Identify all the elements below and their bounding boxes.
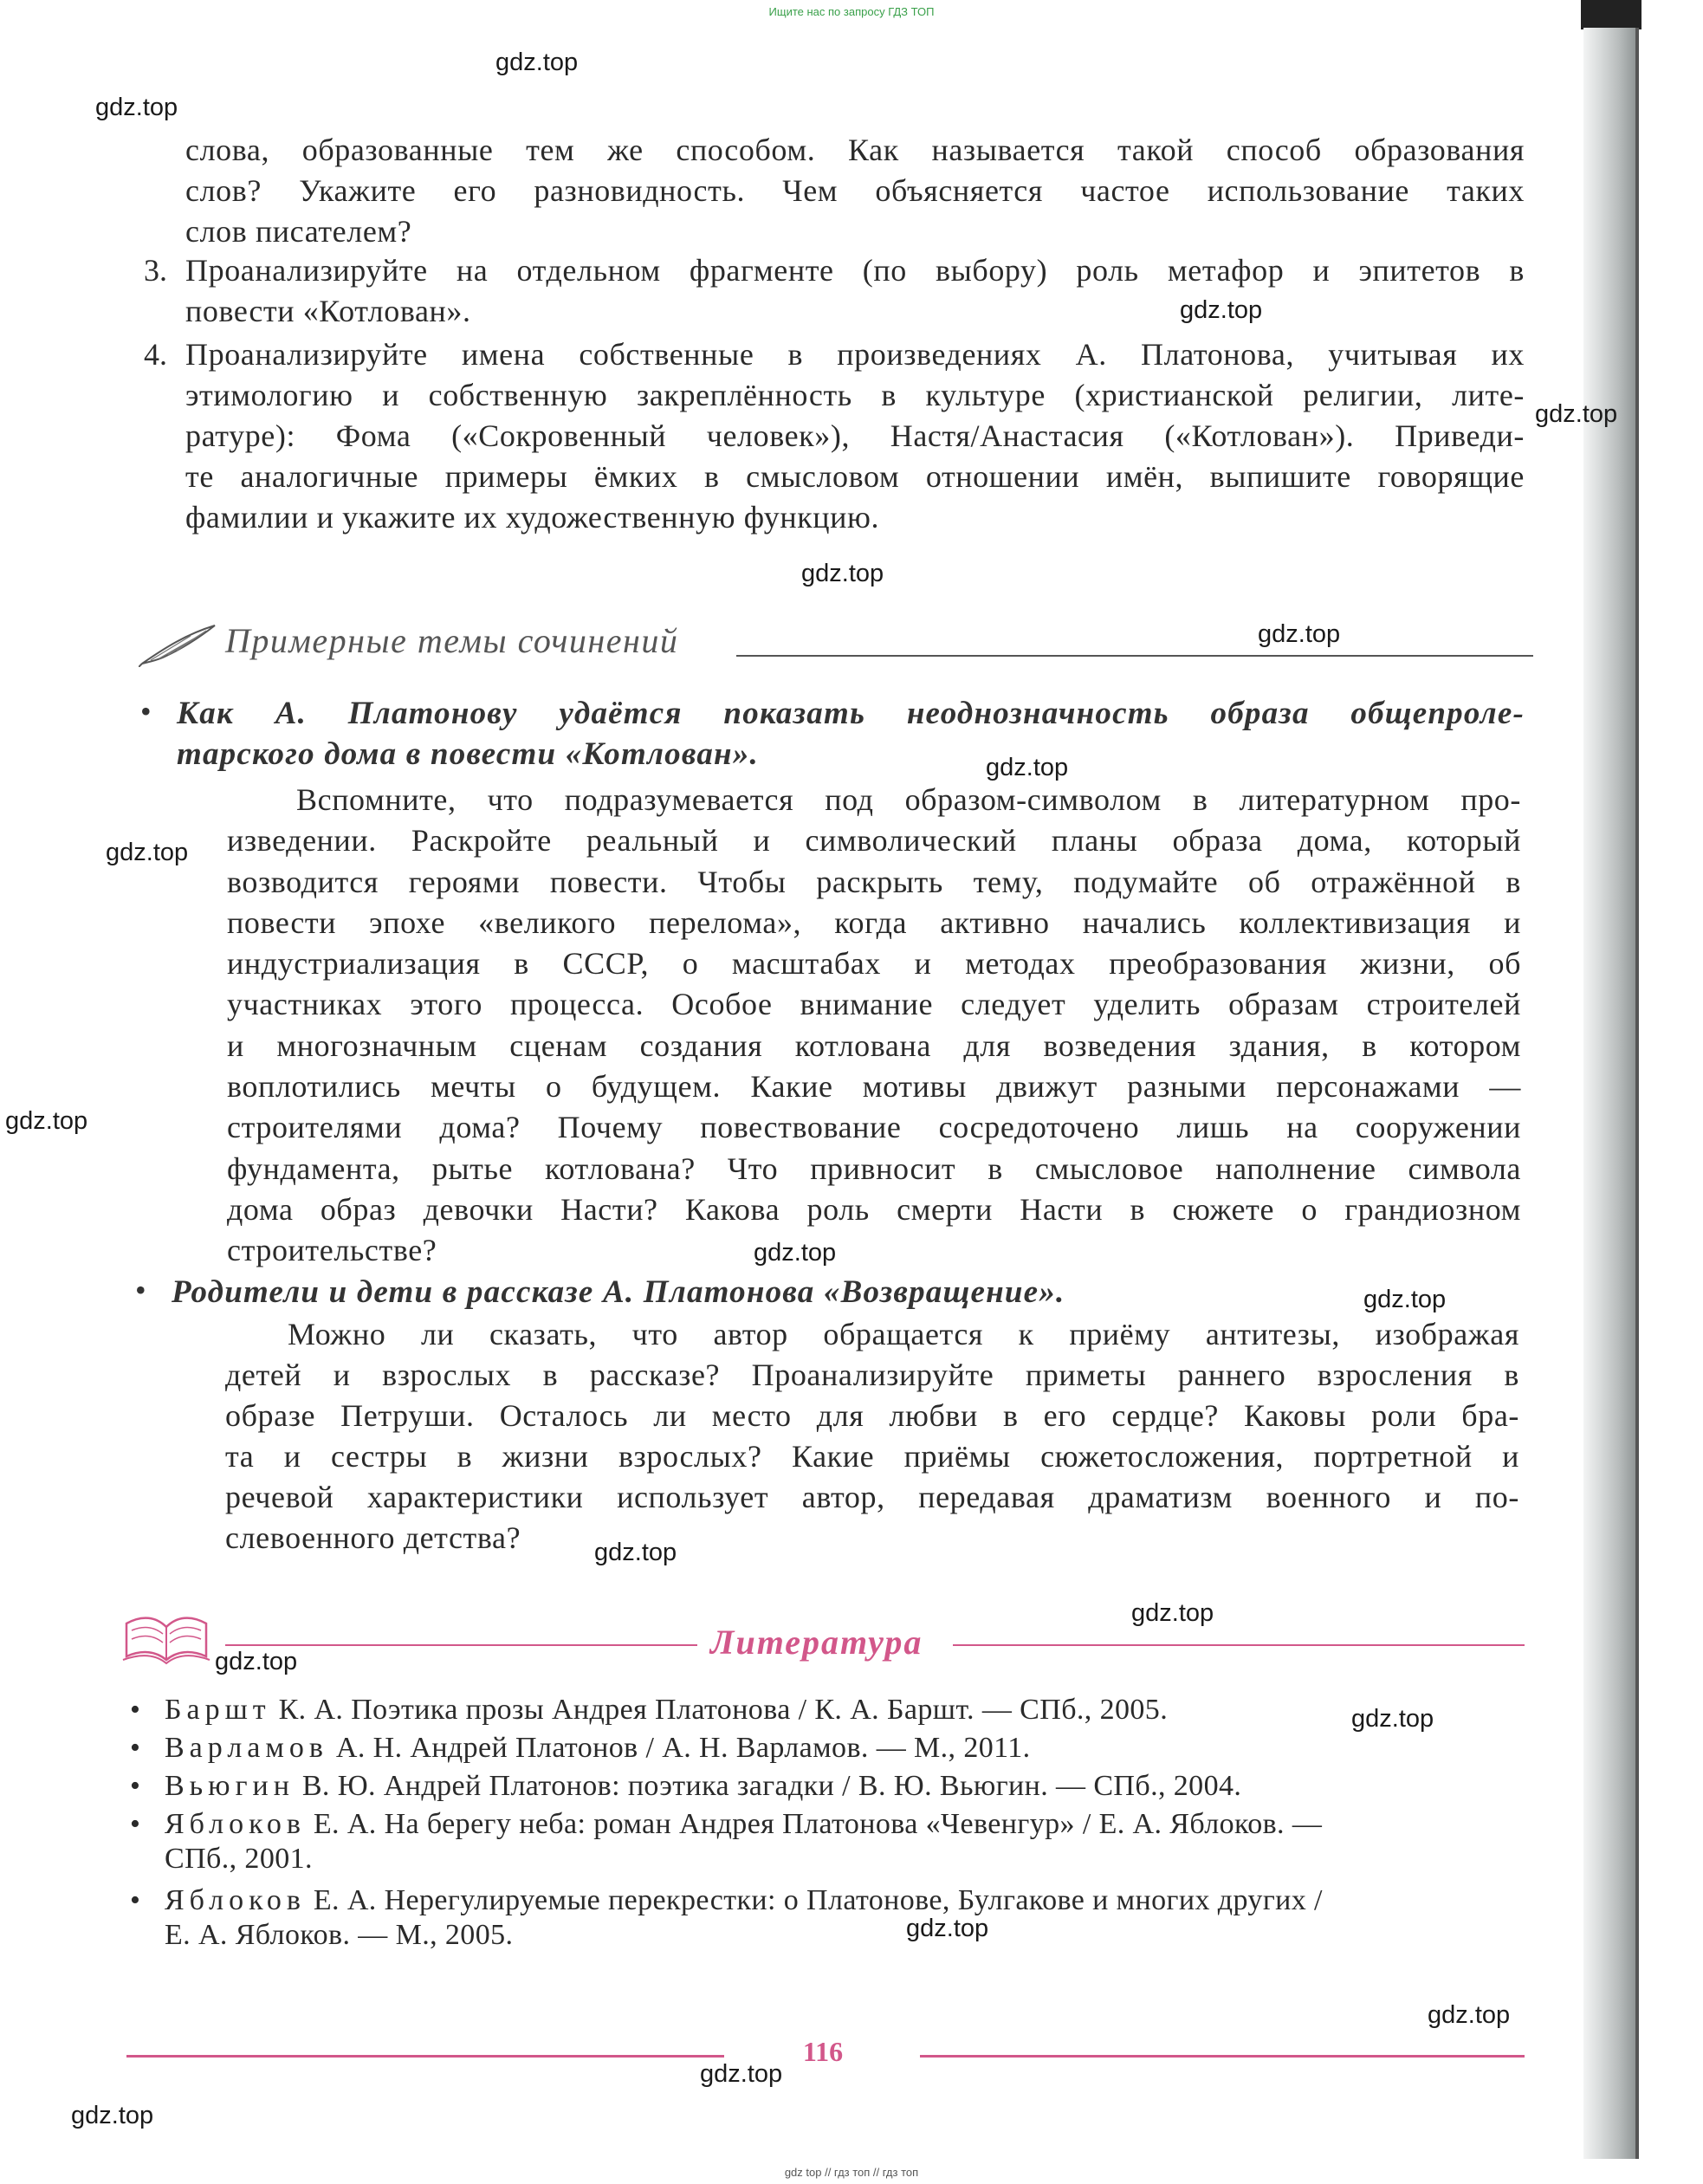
footer-rule-left bbox=[126, 2055, 724, 2058]
reference-text: Е. А. Яблоков. — М., 2005. bbox=[165, 1919, 514, 1951]
reference-item bbox=[130, 1883, 1525, 1953]
watermark: gdz.top bbox=[1363, 1286, 1447, 1313]
body-line: образе Петруши. Осталось ли место для любви в его сердце? Каковы роли бра- bbox=[225, 1398, 1519, 1433]
quill-icon bbox=[139, 622, 218, 667]
watermark: gdz.top bbox=[1535, 400, 1618, 428]
body-line: повести эпохе «великого перелома», когда активно начались коллективизация и bbox=[227, 904, 1521, 940]
reference-text: А. Н. Андрей Платонов / А. Н. Варламов. — М., 2011. bbox=[335, 1732, 1031, 1764]
watermark: gdz.top bbox=[1180, 296, 1263, 324]
question-line: повести «Котлован». bbox=[185, 294, 471, 328]
topic-bullet: • bbox=[135, 1273, 146, 1307]
body-line: слевоенного детства? bbox=[225, 1520, 521, 1555]
watermark: gdz.top bbox=[801, 560, 884, 587]
essay-topics-title: Примерные темы сочинений bbox=[225, 621, 679, 660]
book-spine bbox=[1583, 28, 1637, 2159]
literature-header bbox=[121, 1604, 1525, 1674]
watermark: gdz.top bbox=[95, 94, 178, 121]
body-line: речевой характеристики использует автор, передавая драматизм военного и по- bbox=[225, 1480, 1519, 1514]
reference-item bbox=[130, 1769, 1525, 1804]
question-line: те аналогичные примеры ёмких в смысловом отношении имён, выпишите говорящие bbox=[185, 459, 1525, 494]
topic-1-body bbox=[227, 780, 1521, 1272]
topic-title-line: Как А. Платонову удаётся показать неоднозначность образа общепроле- bbox=[177, 696, 1525, 731]
watermark: gdz.top bbox=[1428, 2001, 1511, 2029]
reference-item bbox=[130, 1731, 1525, 1766]
body-line: Вспомните, что подразумевается под образом-символом в литературном про- bbox=[296, 782, 1521, 817]
top-banner: Ищите нас по запросу ГДЗ ТОП bbox=[768, 5, 935, 18]
reference-text: СПб., 2001. bbox=[165, 1843, 313, 1875]
literature-rule-left bbox=[225, 1644, 697, 1646]
bottom-banner: gdz top // гдз топ // гдз топ bbox=[784, 2166, 919, 2179]
watermark: gdz.top bbox=[5, 1107, 88, 1135]
question-3 bbox=[185, 250, 1525, 332]
watermark: gdz.top bbox=[1131, 1599, 1214, 1627]
body-line: участниках этого процесса. Особое внимание следует уделить образам строителей bbox=[227, 987, 1521, 1022]
watermark: gdz.top bbox=[71, 2102, 154, 2129]
intro-line: слов писателем? bbox=[185, 214, 412, 249]
reference-text: Е. А. Нерегулируемые перекрестки: о Платонове, Булгакове и многих других / bbox=[313, 1884, 1323, 1916]
reference-text: Е. А. На берегу неба: роман Андрея Платонова «Чевенгур» / Е. А. Яблоков. — bbox=[313, 1808, 1323, 1840]
question-number: 3. bbox=[144, 253, 167, 288]
question-number: 4. bbox=[144, 337, 167, 372]
reference-text: К. А. Поэтика прозы Андрея Платонова / К. А. Баршт. — СПб., 2005. bbox=[278, 1694, 1169, 1726]
question-line: Проанализируйте на отдельном фрагменте (по выбору) роль метафор и эпитетов в bbox=[185, 253, 1525, 288]
body-line: строителями дома? Почему повествование сосредоточено лишь на сооружении bbox=[227, 1110, 1521, 1145]
literature-rule-right bbox=[953, 1644, 1525, 1646]
body-line: индустриализация в СССР, о масштабах и методах преобразования жизни, об bbox=[227, 946, 1521, 982]
watermark: gdz.top bbox=[986, 754, 1069, 781]
topic-title-line: Родители и дети в рассказе А. Платонова «Возвращение». bbox=[172, 1274, 1065, 1310]
intro-line: слов? Укажите его разновидность. Чем объясняется частое использование таких bbox=[185, 173, 1525, 208]
watermark: gdz.top bbox=[215, 1648, 298, 1675]
page-number: 116 bbox=[802, 2036, 844, 2067]
watermark: gdz.top bbox=[106, 839, 189, 866]
body-line: та и сестры в жизни взрослых? Какие приёмы сюжетосложения, портретной и bbox=[225, 1439, 1519, 1474]
body-line: детей и взрослых в рассказе? Проанализируйте приметы раннего взросления в bbox=[225, 1358, 1519, 1392]
question-line: фамилии и укажите их художественную функцию. bbox=[185, 500, 880, 535]
reference-bullet: • bbox=[130, 1732, 141, 1764]
reference-item bbox=[130, 1693, 1525, 1727]
question-line: этимологию и собственную закреплённость в культуре (христианской религии, лите- bbox=[185, 378, 1525, 412]
reference-item bbox=[130, 1807, 1525, 1876]
topic-2-title bbox=[172, 1272, 1523, 1312]
book-spine-edge bbox=[1635, 28, 1639, 2159]
intro-line: слова, образованные тем же способом. Как называется такой способ образования bbox=[185, 133, 1525, 167]
body-line: изведении. Раскройте реальный и символический планы образа дома, который bbox=[227, 823, 1521, 859]
question-line: Проанализируйте имена собственные в произведениях А. Платонова, учитывая их bbox=[185, 337, 1525, 372]
literature-title: Литература bbox=[710, 1623, 923, 1662]
topic-1-title bbox=[177, 693, 1525, 774]
reference-bullet: • bbox=[130, 1694, 141, 1726]
reference-author: Баршт bbox=[165, 1694, 271, 1726]
reference-author: Вьюгин bbox=[165, 1770, 295, 1802]
watermark: gdz.top bbox=[1258, 620, 1341, 648]
topic-bullet: • bbox=[140, 694, 152, 729]
reference-text: В. Ю. Андрей Платонов: поэтика загадки / В. Ю. Вьюгин. — СПб., 2004. bbox=[301, 1770, 1242, 1802]
watermark: gdz.top bbox=[1351, 1705, 1434, 1733]
body-line: возводится героями повести. Чтобы раскрыть тему, подумайте об отражённой в bbox=[227, 864, 1521, 899]
question-4 bbox=[185, 334, 1525, 538]
watermark: gdz.top bbox=[495, 49, 579, 76]
reference-bullet: • bbox=[130, 1808, 141, 1840]
watermark: gdz.top bbox=[754, 1239, 837, 1267]
body-line: строительстве? bbox=[227, 1233, 437, 1268]
reference-bullet: • bbox=[130, 1884, 141, 1916]
reference-author: Яблоков bbox=[165, 1884, 306, 1916]
watermark: gdz.top bbox=[594, 1539, 677, 1566]
body-line: фундамента, рытье котлована? Что привносит в смысловое наполнение символа bbox=[227, 1150, 1521, 1186]
watermark: gdz.top bbox=[700, 2060, 783, 2088]
reference-bullet: • bbox=[130, 1770, 141, 1802]
footer-rule-right bbox=[920, 2055, 1525, 2058]
body-line: Можно ли сказать, что автор обращается к приёму антитезы, изображая bbox=[288, 1317, 1519, 1351]
reference-author: Яблоков bbox=[165, 1808, 306, 1840]
topic-title-line: тарского дома в повести «Котлован». bbox=[177, 736, 759, 772]
intro-paragraph bbox=[185, 130, 1525, 252]
question-line: ратуре): Фома («Сокровенный человек»), Настя/Анастасия («Котлован»). Приведи- bbox=[185, 418, 1525, 453]
watermark: gdz.top bbox=[906, 1915, 989, 1942]
body-line: и многозначным сценам создания котлована для возведения здания, в котором bbox=[227, 1027, 1521, 1063]
open-book-icon bbox=[121, 1604, 211, 1665]
body-line: воплотились мечты о будущем. Какие мотивы движут разными персонажами — bbox=[227, 1069, 1521, 1105]
topic-2-body bbox=[225, 1314, 1519, 1559]
body-line: дома образ девочки Насти? Какова роль смерти Насти в сюжете о грандиозном bbox=[227, 1191, 1521, 1227]
reference-author: Варламов bbox=[165, 1732, 328, 1764]
essay-topics-rule bbox=[736, 655, 1533, 657]
